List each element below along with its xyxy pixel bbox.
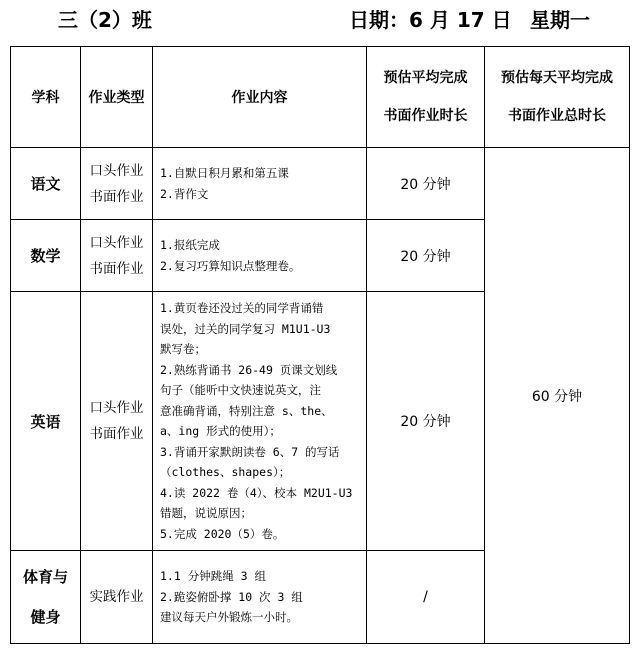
content-cell xyxy=(153,551,367,644)
content-line: （clothes、shapes）； xyxy=(160,465,291,479)
duration-cell: 20 分钟 xyxy=(367,292,485,551)
content-line: a、ing 形式的使用）； xyxy=(160,424,281,438)
page-header xyxy=(0,4,641,34)
content-cell xyxy=(153,220,367,292)
type-cell xyxy=(81,220,153,292)
content-cell xyxy=(153,148,367,220)
content-line: 默写卷； xyxy=(160,342,206,356)
content-line: 2.熟练背诵书 26-49 页课文划线 xyxy=(160,362,338,377)
subject-line: 体育与 xyxy=(22,568,68,586)
col-avg-duration xyxy=(367,47,485,148)
type-cell xyxy=(81,148,153,220)
subject-cell xyxy=(11,551,81,644)
subject-cell: 数学 xyxy=(11,220,81,292)
content-line: 3.背诵开家默朗读卷 6、7 的写话 xyxy=(160,444,340,459)
content-line: 1.黄页卷还没过关的同学背诵错 xyxy=(160,301,324,315)
duration-cell: 20 分钟 xyxy=(367,148,485,220)
col-avg-line2: 书面作业时长 xyxy=(383,108,468,124)
content-line: 句子（能听中文快速说英文，注 xyxy=(160,383,321,397)
duration-cell: 20 分钟 xyxy=(367,220,485,292)
duration-cell: / xyxy=(367,551,485,644)
content-line: 1.报纸完成 xyxy=(160,238,220,252)
subject-line: 健身 xyxy=(30,608,61,626)
content-cell xyxy=(153,292,367,551)
type-cell xyxy=(81,292,153,551)
col-subject: 学科 xyxy=(11,47,81,148)
table-header-row xyxy=(11,47,630,148)
weekday-label: 星期一 xyxy=(530,8,590,32)
table-row xyxy=(11,148,630,220)
content-line: 2.复习巧算知识点整理卷。 xyxy=(160,258,301,273)
content-line: 误处，过关的同学复习 M1U1-U3 xyxy=(160,321,331,336)
content-line: 1.1 分钟跳绳 3 组 xyxy=(160,569,266,584)
content-line: 4.读 2022 卷（4）、校本 M2U1-U3 xyxy=(160,485,353,500)
type-cell xyxy=(81,551,153,644)
class-name: 三（2）班 xyxy=(58,8,152,32)
type-item: 书面作业 xyxy=(89,260,144,277)
col-content: 作业内容 xyxy=(153,47,367,148)
col-total-line1: 预估每天平均完成 xyxy=(501,70,613,86)
total-duration-cell: 60 分钟 xyxy=(485,148,630,644)
type-item: 口头作业 xyxy=(89,234,144,251)
col-avg-line1: 预估平均完成 xyxy=(383,70,468,86)
col-total-line2: 书面作业总时长 xyxy=(508,108,606,124)
content-line: 2.跪姿俯卧撑 10 次 3 组 xyxy=(160,589,303,604)
type-item: 书面作业 xyxy=(89,426,144,442)
type-item: 书面作业 xyxy=(89,188,144,205)
content-line: 5.完成 2020（5）卷。 xyxy=(160,526,285,541)
content-line: 错题，说说原因； xyxy=(160,506,252,520)
subject-cell: 英语 xyxy=(11,292,81,551)
content-line: 建议每天户外锻炼一小时。 xyxy=(160,610,298,625)
homework-table xyxy=(10,46,630,644)
type-item: 实践作业 xyxy=(89,589,144,605)
content-line: 意准确背诵，特别注意 s、the、 xyxy=(160,403,333,418)
col-total-duration xyxy=(485,47,630,148)
col-type: 作业类型 xyxy=(81,47,153,148)
type-item: 口头作业 xyxy=(89,162,144,179)
type-item: 口头作业 xyxy=(89,400,144,416)
date-label: 日期：6 月 17 日 xyxy=(349,8,512,32)
content-line: 1.自默日积月累和第五课 xyxy=(160,166,289,180)
subject-cell: 语文 xyxy=(11,148,81,220)
content-line: 2.背作文 xyxy=(160,186,209,201)
